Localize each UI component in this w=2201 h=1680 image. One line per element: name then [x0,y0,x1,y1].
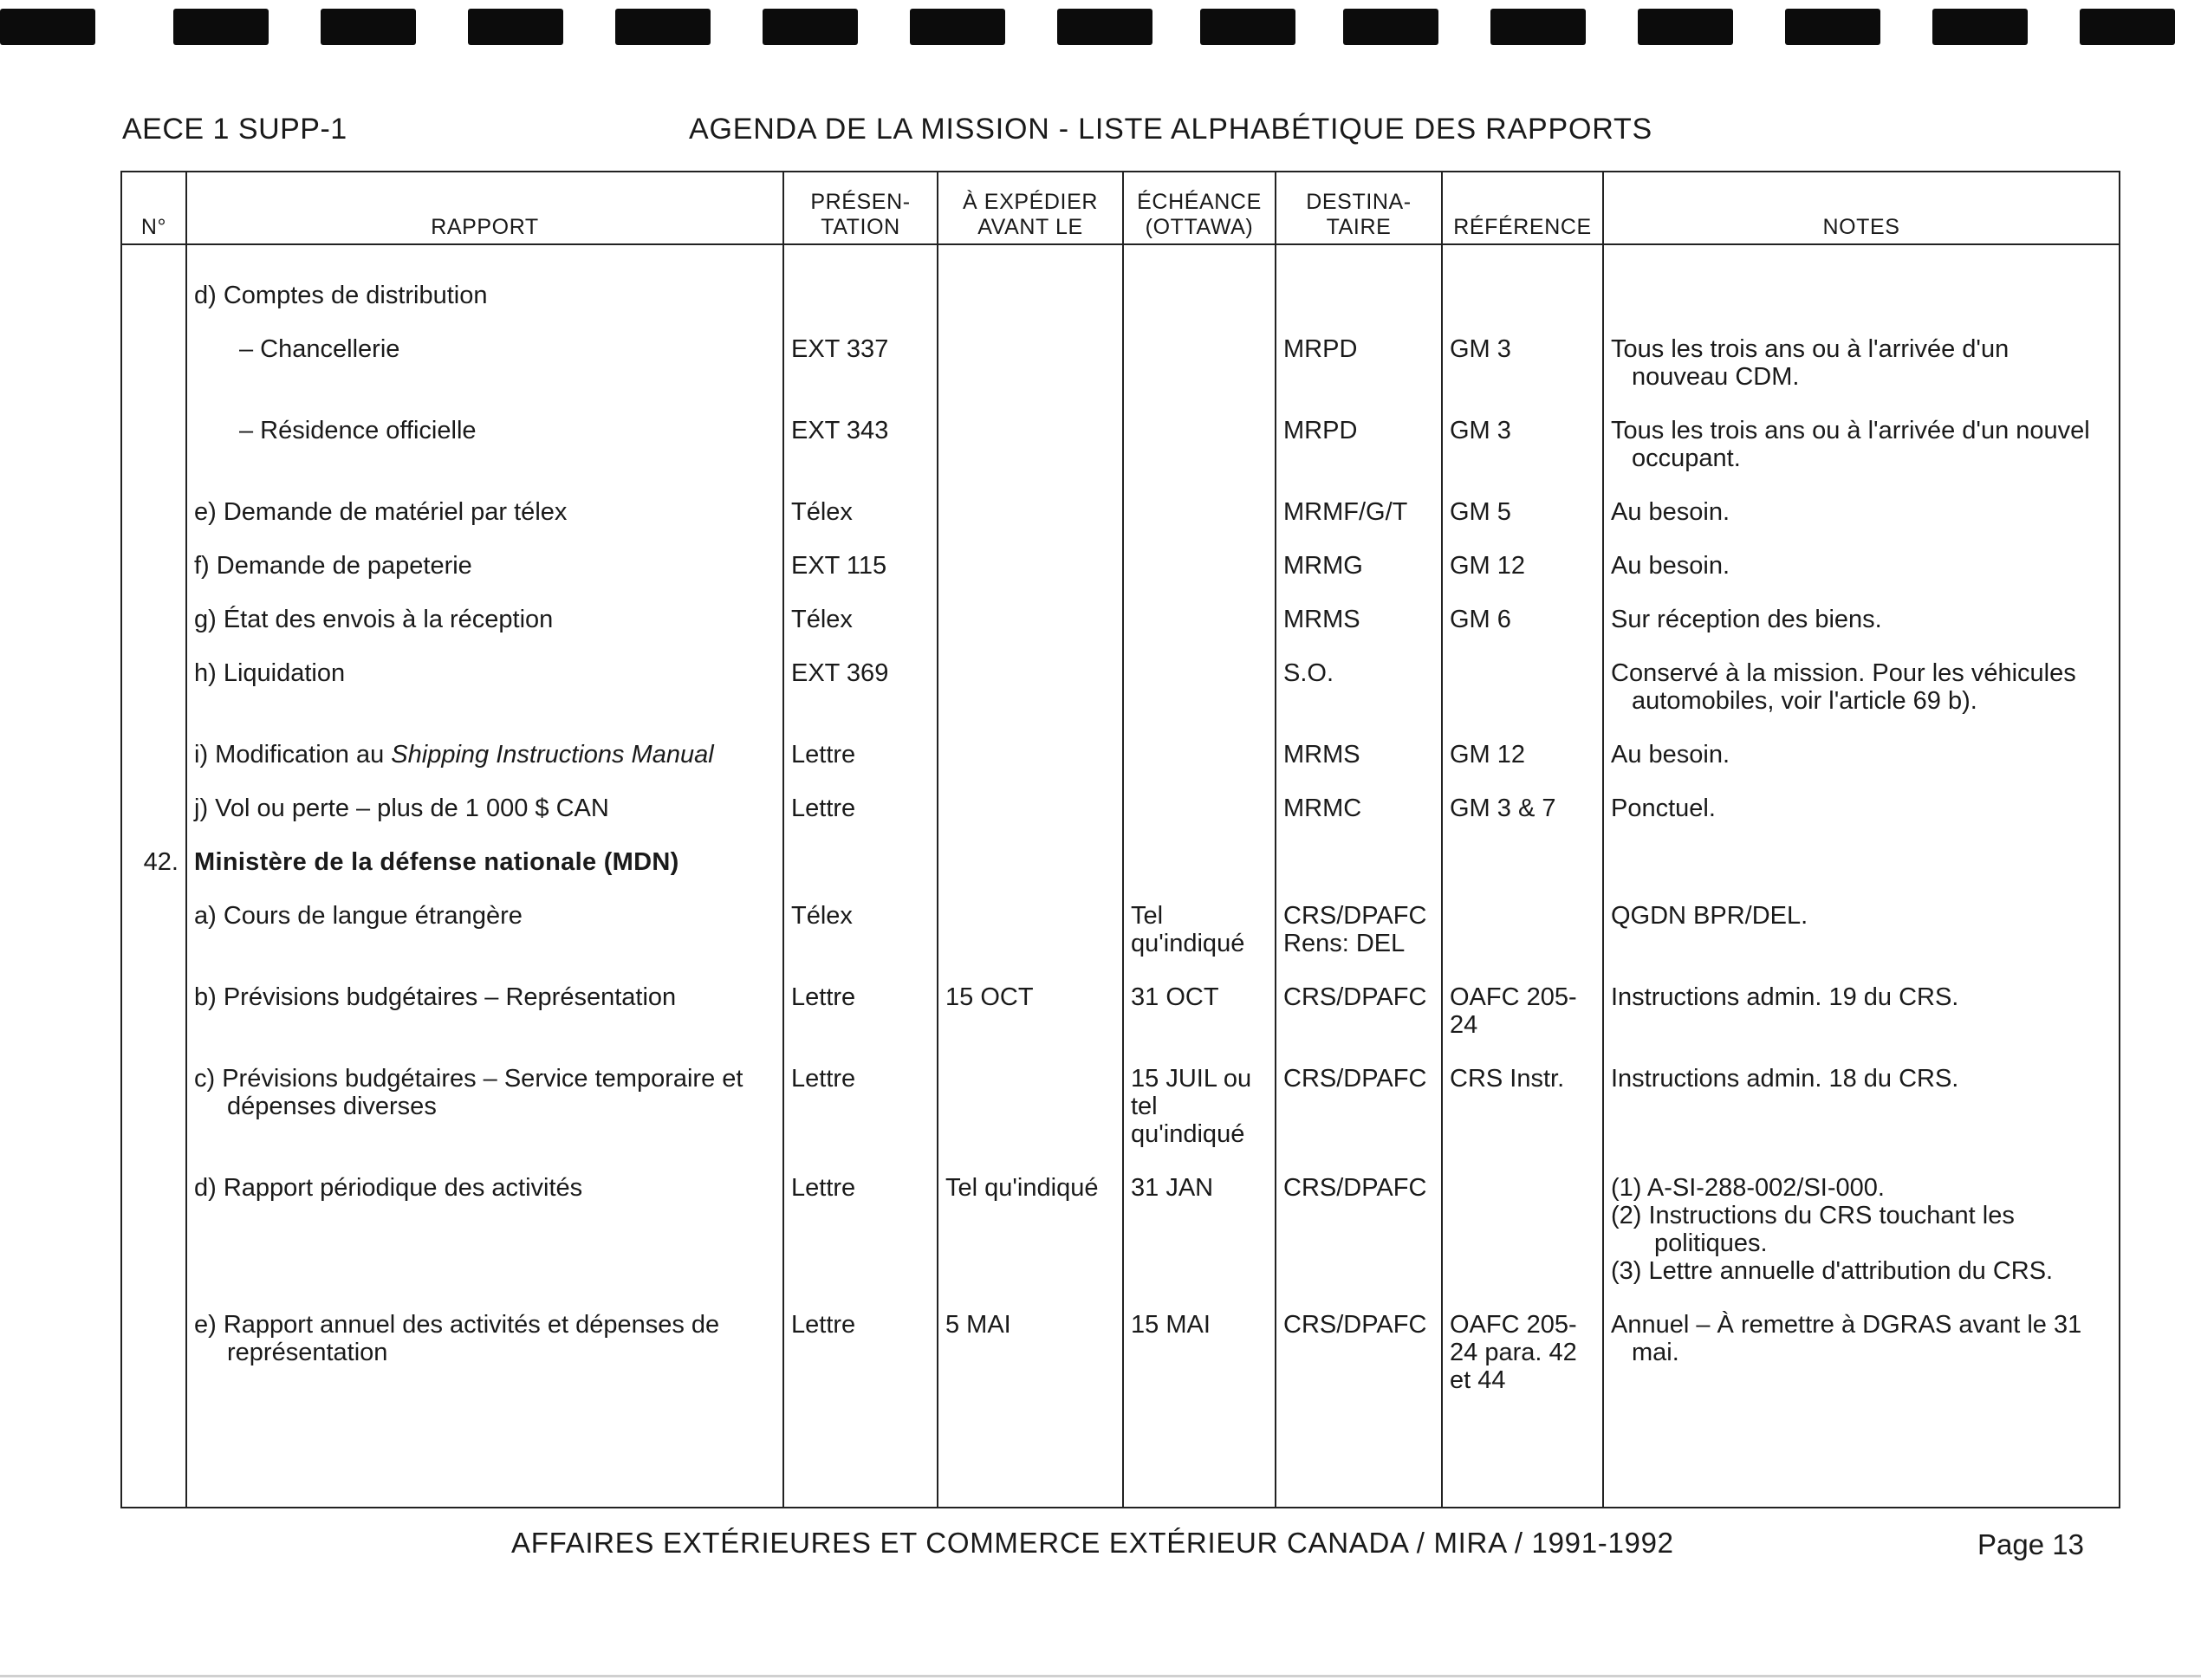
cell-reference: OAFC 205-24 [1442,970,1603,1051]
cell-notes [1603,888,2120,970]
cell-send-before: 5 MAI [938,1297,1123,1406]
cell-send-before [938,484,1123,538]
cell-recipient: CRS/DPAFC [1276,970,1442,1051]
cell-deadline [1123,244,1276,321]
col-header-notes: NOTES [1603,172,2120,244]
cell-reference: GM 3 [1442,403,1603,484]
cell-presentation: Lettre [783,1160,938,1297]
binding-hole [910,9,1005,45]
cell-notes [1603,1051,2120,1160]
cell-num [121,321,186,403]
table-row [121,1297,2120,1406]
binding-hole [1343,9,1438,45]
cell-deadline: Tel qu'indiqué [1123,888,1276,970]
cell-reference: GM 5 [1442,484,1603,538]
cell-recipient: MRMC [1276,781,1442,834]
cell-send-before [938,834,1123,888]
cell-report [186,1297,783,1406]
cell-notes [1603,484,2120,538]
cell-reference [1442,834,1603,888]
binding-hole [1785,9,1880,45]
col-header-deadline: ÉCHÉANCE (OTTAWA) [1123,172,1276,244]
cell-deadline [1123,538,1276,592]
table-row [121,727,2120,781]
cell-num [121,727,186,781]
cell-reference: GM 12 [1442,727,1603,781]
binding-hole [1200,9,1295,45]
cell-recipient: MRPD [1276,403,1442,484]
cell-num [121,1297,186,1406]
cell-send-before [938,645,1123,727]
binding-holes-strip [0,3,2201,52]
document-code: AECE 1 SUPP-1 [122,113,347,146]
note-text: Instructions admin. 19 du CRS. [1611,983,1959,1011]
cell-presentation: Lettre [783,1051,938,1160]
binding-hole [1638,9,1733,45]
cell-notes [1603,403,2120,484]
cell-send-before [938,538,1123,592]
note-text: Annuel – À remettre à DGRAS avant le 31 mai. [1611,1311,2082,1366]
cell-notes [1603,538,2120,592]
cell-notes [1603,970,2120,1051]
binding-hole [0,9,95,45]
cell-recipient: MRPD [1276,321,1442,403]
cell-num [121,645,186,727]
col-header-report: RAPPORT [186,172,783,244]
cell-reference: CRS Instr. [1442,1051,1603,1160]
note-text: Tous les trois ans ou à l'arrivée d'un nouveau CDM. [1611,335,2009,391]
cell-recipient: CRS/DPAFC [1276,1051,1442,1160]
note-text: Sur réception des biens. [1611,606,1882,633]
cell-presentation: Télex [783,484,938,538]
col-header-presentation: PRÉSEN- TATION [783,172,938,244]
cell-notes [1603,834,2120,888]
report-item-label: h) Liquidation [194,659,346,687]
note-text: Au besoin. [1611,741,1730,769]
note-text: Tous les trois ans ou à l'arrivée d'un nouvel occupant. [1611,417,2090,472]
cell-notes [1603,1160,2120,1297]
report-item-label: b) Prévisions budgétaires – Représentation [194,983,677,1011]
cell-num [121,403,186,484]
table-row [121,1160,2120,1297]
reports-table [120,171,2120,1508]
report-item-label: j) Vol ou perte – plus de 1 000 $ CAN [194,795,609,822]
cell-presentation: Lettre [783,970,938,1051]
cell-reference [1442,888,1603,970]
col-header-send-before: À EXPÉDIER AVANT LE [938,172,1123,244]
empty-cell [1603,1406,2120,1508]
cell-send-before [938,781,1123,834]
cell-deadline [1123,592,1276,645]
cell-report [186,244,783,321]
cell-report [186,970,783,1051]
cell-deadline: 31 JAN [1123,1160,1276,1297]
cell-presentation: Télex [783,592,938,645]
cell-num [121,484,186,538]
cell-presentation: Télex [783,888,938,970]
cell-reference: GM 6 [1442,592,1603,645]
binding-hole [468,9,563,45]
cell-deadline [1123,834,1276,888]
note-text: (1) A-SI-288-002/SI-000. [1611,1174,1885,1202]
report-item-label: a) Cours de langue étrangère [194,902,523,930]
cell-reference: OAFC 205-24 para. 42 et 44 [1442,1297,1603,1406]
report-item-label: e) Rapport annuel des activités et dépenses de représentation [194,1311,720,1366]
report-item-label: d) Comptes de distribution [194,282,488,309]
cell-num [121,888,186,970]
cell-send-before [938,1051,1123,1160]
report-item-label: c) Prévisions budgétaires – Service temporaire et dépenses diverses [194,1065,743,1120]
page-header [0,102,2201,154]
empty-cell [783,1406,938,1508]
col-header-recipient: DESTINA- TAIRE [1276,172,1442,244]
cell-recipient: CRS/DPAFC [1276,1297,1442,1406]
cell-reference: GM 12 [1442,538,1603,592]
cell-send-before [938,403,1123,484]
table-row [121,781,2120,834]
cell-report [186,834,783,888]
table-filler-row [121,1406,2120,1508]
cell-deadline: 15 JUIL ou tel qu'indiqué [1123,1051,1276,1160]
empty-cell [1442,1406,1603,1508]
cell-deadline [1123,781,1276,834]
table-row [121,970,2120,1051]
cell-notes [1603,1297,2120,1406]
cell-report [186,403,783,484]
cell-recipient: CRS/DPAFC Rens: DEL [1276,888,1442,970]
report-item-label: e) Demande de matériel par télex [194,498,568,526]
note-text: (2) Instructions du CRS touchant les politiques. [1611,1202,2015,1257]
cell-notes [1603,781,2120,834]
cell-num [121,1160,186,1297]
cell-report [186,645,783,727]
cell-num [121,970,186,1051]
report-item-label: d) Rapport périodique des activités [194,1174,583,1202]
note-text: (3) Lettre annuelle d'attribution du CRS. [1611,1257,2054,1285]
empty-cell [938,1406,1123,1508]
cell-notes [1603,592,2120,645]
cell-reference: GM 3 & 7 [1442,781,1603,834]
cell-report [186,1051,783,1160]
cell-reference [1442,1160,1603,1297]
cell-num: 42. [121,834,186,888]
cell-deadline [1123,403,1276,484]
cell-deadline [1123,321,1276,403]
empty-cell [186,1406,783,1508]
cell-recipient: MRMS [1276,592,1442,645]
cell-deadline: 31 OCT [1123,970,1276,1051]
empty-cell [121,1406,186,1508]
cell-recipient [1276,834,1442,888]
cell-deadline [1123,727,1276,781]
cell-report [186,888,783,970]
empty-cell [1276,1406,1442,1508]
cell-report [186,1160,783,1297]
cell-reference [1442,244,1603,321]
cell-recipient: MRMG [1276,538,1442,592]
note-text: Instructions admin. 18 du CRS. [1611,1065,1959,1093]
cell-recipient [1276,244,1442,321]
cell-deadline [1123,645,1276,727]
cell-presentation: EXT 369 [783,645,938,727]
cell-num [121,244,186,321]
cell-recipient: MRMF/G/T [1276,484,1442,538]
footer-publisher: AFFAIRES EXTÉRIEURES ET COMMERCE EXTÉRIEUR CANADA / MIRA / 1991-1992 [511,1527,1674,1559]
cell-report [186,321,783,403]
cell-send-before [938,321,1123,403]
note-text: Au besoin. [1611,552,1730,580]
manual-title: Shipping Instructions Manual [391,741,714,769]
cell-presentation: EXT 115 [783,538,938,592]
table-row [121,592,2120,645]
table-header-row [121,172,2120,244]
cell-reference [1442,645,1603,727]
cell-send-before [938,888,1123,970]
note-text: Conservé à la mission. Pour les véhicules automobiles, voir l'article 69 b). [1611,659,2076,715]
binding-hole [2080,9,2175,45]
cell-num [121,592,186,645]
cell-notes [1603,645,2120,727]
binding-hole [763,9,858,45]
table-body [121,244,2120,1508]
table-row [121,1051,2120,1160]
cell-notes [1603,727,2120,781]
table-row [121,484,2120,538]
binding-hole [615,9,711,45]
table-row [121,403,2120,484]
cell-report [186,538,783,592]
table-row [121,321,2120,403]
binding-hole [321,9,416,45]
cell-deadline [1123,484,1276,538]
cell-notes [1603,244,2120,321]
page-footer [0,1525,2201,1568]
cell-report [186,727,783,781]
cell-presentation: EXT 343 [783,403,938,484]
cell-presentation: Lettre [783,781,938,834]
scan-edge-line [0,1675,2201,1677]
cell-recipient: CRS/DPAFC [1276,1160,1442,1297]
page-title: AGENDA DE LA MISSION - LISTE ALPHABÉTIQUE DES RAPPORTS [689,113,1652,146]
note-text: Au besoin. [1611,498,1730,526]
report-subitem-label: – Chancellerie [239,335,400,363]
cell-send-before: Tel qu'indiqué [938,1160,1123,1297]
cell-reference: GM 3 [1442,321,1603,403]
table-row [121,834,2120,888]
cell-send-before [938,727,1123,781]
col-header-num: N° [121,172,186,244]
binding-hole [173,9,269,45]
cell-num [121,1051,186,1160]
cell-recipient: MRMS [1276,727,1442,781]
cell-notes [1603,321,2120,403]
report-item-label: i) Modification au Shipping Instructions Manual [194,741,714,769]
cell-recipient: S.O. [1276,645,1442,727]
report-subitem-label: – Résidence officielle [239,417,477,444]
table-row [121,888,2120,970]
report-item-label: f) Demande de papeterie [194,552,472,580]
table-row [121,645,2120,727]
col-header-reference: RÉFÉRENCE [1442,172,1603,244]
page-number: Page 13 [1977,1528,2084,1560]
note-text: Ponctuel. [1611,795,1716,822]
cell-presentation: EXT 337 [783,321,938,403]
binding-hole [1057,9,1152,45]
cell-presentation [783,244,938,321]
binding-hole [1490,9,1586,45]
cell-send-before [938,244,1123,321]
cell-presentation [783,834,938,888]
cell-num [121,781,186,834]
cell-presentation: Lettre [783,1297,938,1406]
report-item-label: g) État des envois à la réception [194,606,554,633]
cell-report [186,484,783,538]
cell-report [186,592,783,645]
section-heading: Ministère de la défense nationale (MDN) [194,848,679,876]
note-text: QGDN BPR/DEL. [1611,902,1808,930]
cell-presentation: Lettre [783,727,938,781]
table-row [121,244,2120,321]
cell-deadline: 15 MAI [1123,1297,1276,1406]
binding-hole [1932,9,2028,45]
cell-send-before: 15 OCT [938,970,1123,1051]
empty-cell [1123,1406,1276,1508]
cell-num [121,538,186,592]
cell-report [186,781,783,834]
cell-send-before [938,592,1123,645]
table-row [121,538,2120,592]
